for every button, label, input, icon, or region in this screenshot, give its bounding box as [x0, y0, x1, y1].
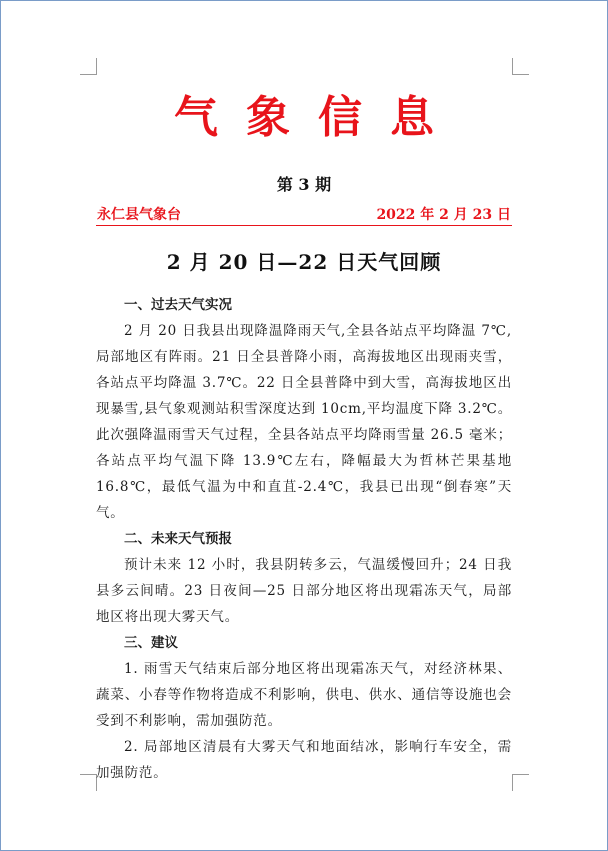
- section-heading-forecast: 二、未来天气预报: [124, 531, 232, 547]
- issue-date: 2022 年 2 月 23 日: [376, 207, 511, 223]
- issuing-organization: 永仁县气象台: [97, 207, 181, 223]
- paragraph-advice-1: 1. 雨雪天气结束后部分地区将出现霜冻天气，对经济林果、蔬菜、小春等作物将造成不利影响，供电、供水、通信等设施也会受到不利影响，需加强防范。: [96, 661, 512, 729]
- crop-mark-top-right: [512, 58, 529, 75]
- paragraph-forecast: 预计未来 12 小时，我县阴转多云，气温缓慢回升；24 日我县多云间晴。23 日夜间—25 日部分地区将出现霜冻天气，局部地区将出现大雾天气。: [96, 557, 512, 625]
- issue-number: 第 3 期: [276, 175, 332, 194]
- crop-mark-bottom-left: [80, 774, 97, 791]
- crop-mark-top-left: [80, 58, 97, 75]
- crop-mark-bottom-right: [512, 774, 529, 791]
- article-body: [96, 292, 512, 786]
- masthead-divider: [96, 225, 512, 226]
- paragraph-advice-2: 2. 局部地区清晨有大雾天气和地面结冰，影响行车安全，需加强防范。: [96, 739, 512, 781]
- article-headline: 2 月 20 日—22 日天气回顾: [166, 250, 442, 274]
- paragraph-past-weather: 2 月 20 日我县出现降温降雨天气,全县各站点平均降温 7℃,局部地区有阵雨。21 日全县普降小雨，高海拔地区出现雨夹雪，各站点平均降温 3.7℃。22 日全县普降中到大雪，高海拔地区出现暴雪,县气象观测站积雪深度达到 10cm,平均温度下降 3.2℃。此次强降温雨雪天气过程，全县各站点平均降雨雪量 26.5 毫米；各站点平均气温下降 13.9℃左右，降幅最大为哲林芒果基地 16.8℃，最低气温为中和直苴-2.4℃，我县已出现“倒春寒”天气。: [96, 323, 512, 521]
- masthead-title: 气象信息: [174, 92, 462, 143]
- section-heading-advice: 三、建议: [124, 635, 178, 651]
- section-heading-past-weather: 一、过去天气实况: [124, 297, 232, 313]
